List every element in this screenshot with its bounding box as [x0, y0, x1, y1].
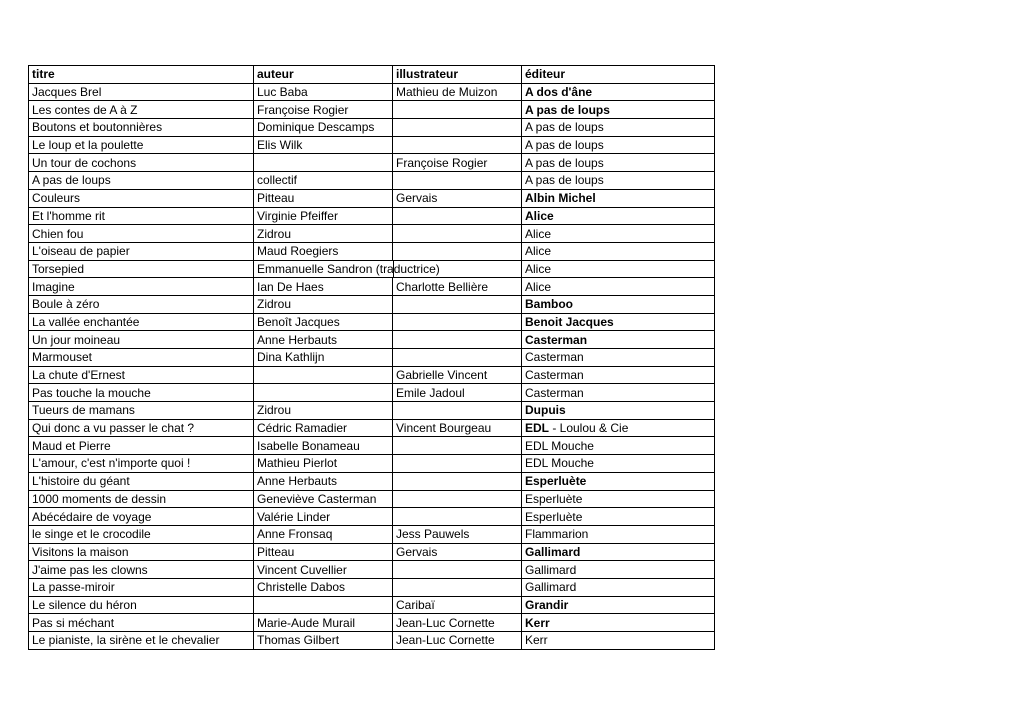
cell-auteur[interactable]: Dominique Descamps [254, 119, 393, 137]
table-row [29, 525, 715, 543]
cell-illustrateur[interactable]: Jess Pauwels [393, 525, 522, 543]
cell-editeur[interactable] [522, 189, 715, 207]
cell-titre[interactable]: J'aime pas les clowns [29, 561, 254, 579]
cell-titre[interactable]: Tueurs de mamans [29, 402, 254, 420]
cell-illustrateur[interactable] [393, 136, 522, 154]
cell-editeur-name: Flammarion [525, 527, 589, 542]
cell-editeur-name: Esperluète [525, 509, 583, 524]
cell-titre[interactable]: Chien fou [29, 225, 254, 243]
table-row [29, 508, 715, 526]
cell-editeur[interactable] [522, 242, 715, 260]
cell-auteur[interactable]: Elis Wilk [254, 136, 393, 154]
cell-editeur[interactable] [522, 349, 715, 367]
cell-auteur[interactable]: Luc Baba [254, 83, 393, 101]
cell-titre[interactable]: L'histoire du géant [29, 472, 254, 490]
cell-illustrateur[interactable]: Vincent Bourgeau [393, 419, 522, 437]
cell-editeur-name: A pas de loups [525, 138, 604, 153]
cell-auteur[interactable]: Thomas Gilbert [254, 632, 393, 650]
cell-editeur-name: Gallimard [525, 544, 581, 559]
cell-illustrateur[interactable] [393, 508, 522, 526]
cell-illustrateur[interactable] [393, 331, 522, 349]
cell-editeur-name: Alice [525, 261, 552, 276]
table-row [29, 349, 715, 367]
cell-auteur[interactable]: Anne Herbauts [254, 472, 393, 490]
books-table [28, 65, 715, 650]
cell-editeur-name: Alice [525, 279, 552, 294]
cell-editeur[interactable] [522, 83, 715, 101]
cell-auteur[interactable] [254, 366, 393, 384]
cell-titre[interactable]: Visitons la maison [29, 543, 254, 561]
table-row [29, 278, 715, 296]
cell-auteur[interactable]: Zidrou [254, 225, 393, 243]
table-row [29, 154, 715, 172]
cell-titre[interactable]: Les contes de A à Z [29, 101, 254, 119]
cell-illustrateur[interactable]: Gabrielle Vincent [393, 366, 522, 384]
cell-editeur-name: Bamboo [525, 297, 573, 312]
cell-editeur-name: Albin Michel [525, 191, 596, 206]
cell-titre[interactable]: Couleurs [29, 189, 254, 207]
cell-editeur[interactable] [522, 331, 715, 349]
cell-auteur[interactable] [254, 260, 522, 278]
cell-titre[interactable]: Jacques Brel [29, 83, 254, 101]
table-row [29, 543, 715, 561]
cell-auteur[interactable]: Ian De Haes [254, 278, 393, 296]
cell-editeur[interactable] [522, 437, 715, 455]
cell-titre[interactable]: Un tour de cochons [29, 154, 254, 172]
cell-editeur[interactable] [522, 313, 715, 331]
cell-editeur-name: Casterman [525, 350, 584, 365]
cell-titre[interactable]: Imagine [29, 278, 254, 296]
cell-auteur[interactable]: Mathieu Pierlot [254, 455, 393, 473]
cell-illustrateur[interactable] [393, 490, 522, 508]
table-row [29, 402, 715, 420]
cell-illustrateur[interactable] [393, 242, 522, 260]
cell-editeur[interactable] [522, 561, 715, 579]
cell-editeur[interactable] [522, 136, 715, 154]
cell-editeur-name: Alice [525, 208, 554, 223]
cell-editeur[interactable] [522, 225, 715, 243]
table-row [29, 189, 715, 207]
cell-editeur[interactable] [522, 490, 715, 508]
cell-illustrateur[interactable]: Gervais [393, 543, 522, 561]
cell-auteur[interactable]: Benoît Jacques [254, 313, 393, 331]
cell-editeur[interactable] [522, 472, 715, 490]
cell-illustrateur[interactable] [393, 349, 522, 367]
cell-titre[interactable]: Abécédaire de voyage [29, 508, 254, 526]
cell-editeur-name: Benoit Jacques [525, 314, 614, 329]
cell-titre[interactable]: Un jour moineau [29, 331, 254, 349]
table-header-row [29, 66, 715, 84]
cell-illustrateur[interactable] [393, 225, 522, 243]
table-row [29, 455, 715, 473]
cell-illustrateur[interactable] [393, 561, 522, 579]
cell-editeur[interactable] [522, 596, 715, 614]
cell-auteur[interactable]: Maud Roegiers [254, 242, 393, 260]
cell-titre[interactable]: Le pianiste, la sirène et le chevalier [29, 632, 254, 650]
cell-auteur[interactable]: Pitteau [254, 189, 393, 207]
table-row [29, 472, 715, 490]
cell-editeur-name: Casterman [525, 368, 584, 383]
cell-illustrateur[interactable] [393, 472, 522, 490]
cell-editeur[interactable] [522, 384, 715, 402]
table-row [29, 419, 715, 437]
cell-auteur[interactable]: Pitteau [254, 543, 393, 561]
table-row [29, 101, 715, 119]
cell-editeur-name: A pas de loups [525, 120, 604, 135]
table-row [29, 614, 715, 632]
cell-editeur[interactable] [522, 101, 715, 119]
cell-auteur[interactable]: Marie-Aude Murail [254, 614, 393, 632]
cell-illustrateur[interactable] [393, 101, 522, 119]
header-cell-illustrateur[interactable]: illustrateur [393, 66, 522, 84]
cell-editeur[interactable] [522, 154, 715, 172]
cell-editeur-name: Kerr [525, 615, 550, 630]
cell-editeur-name: A dos d'âne [525, 85, 593, 100]
cell-illustrateur[interactable] [393, 455, 522, 473]
cell-auteur[interactable]: Geneviève Casterman [254, 490, 393, 508]
cell-titre[interactable]: La passe-miroir [29, 578, 254, 596]
cell-editeur[interactable] [522, 119, 715, 137]
table-row [29, 136, 715, 154]
cell-titre[interactable]: 1000 moments de dessin [29, 490, 254, 508]
cell-titre[interactable]: Qui donc a vu passer le chat ? [29, 419, 254, 437]
cell-titre[interactable]: Marmouset [29, 349, 254, 367]
cell-editeur[interactable] [522, 525, 715, 543]
table-row [29, 119, 715, 137]
cell-editeur[interactable] [522, 172, 715, 190]
cell-illustrateur[interactable]: Jean-Luc Cornette [393, 632, 522, 650]
cell-auteur[interactable]: Zidrou [254, 402, 393, 420]
cell-auteur[interactable]: Isabelle Bonameau [254, 437, 393, 455]
cell-editeur[interactable] [522, 455, 715, 473]
cell-auteur[interactable]: Anne Herbauts [254, 331, 393, 349]
cell-editeur-name: Casterman [525, 332, 588, 347]
cell-editeur[interactable] [522, 614, 715, 632]
cell-editeur-name: A pas de loups [525, 102, 610, 117]
cell-illustrateur[interactable] [393, 172, 522, 190]
cell-editeur[interactable] [522, 207, 715, 225]
cell-illustrateur[interactable]: Françoise Rogier [393, 154, 522, 172]
cell-titre[interactable]: A pas de loups [29, 172, 254, 190]
table-row [29, 172, 715, 190]
cell-auteur[interactable]: Virginie Pfeiffer [254, 207, 393, 225]
cell-illustrateur[interactable]: Mathieu de Muizon [393, 83, 522, 101]
table-row [29, 242, 715, 260]
cell-editeur[interactable] [522, 278, 715, 296]
table-row [29, 366, 715, 384]
table-row [29, 225, 715, 243]
cell-editeur-name: EDL [525, 421, 549, 436]
cell-illustrateur[interactable]: Jean-Luc Cornette [393, 614, 522, 632]
cell-titre[interactable]: le singe et le crocodile [29, 525, 254, 543]
cell-editeur[interactable] [522, 366, 715, 384]
cell-titre[interactable]: Le loup et la poulette [29, 136, 254, 154]
cell-editeur-name: Alice [525, 226, 552, 241]
cell-illustrateur[interactable] [393, 402, 522, 420]
cell-illustrateur[interactable] [393, 578, 522, 596]
cell-illustrateur[interactable]: Gervais [393, 189, 522, 207]
table-row [29, 295, 715, 313]
cell-auteur[interactable] [254, 596, 393, 614]
cell-illustrateur[interactable]: Caribaï [393, 596, 522, 614]
cell-editeur-name: A pas de loups [525, 155, 604, 170]
cell-editeur-name: Grandir [525, 597, 569, 612]
table-row [29, 561, 715, 579]
cell-editeur-name: Gallimard [525, 562, 577, 577]
cell-editeur-name: Kerr [525, 633, 548, 648]
table-row [29, 596, 715, 614]
cell-editeur[interactable] [522, 543, 715, 561]
table-row [29, 207, 715, 225]
cell-editeur-name: EDL Mouche [525, 456, 594, 471]
cell-auteur[interactable] [254, 384, 393, 402]
cell-auteur-text: Emmanuelle Sandron (traductrice) [257, 261, 440, 276]
cell-illustrateur[interactable] [393, 207, 522, 225]
header-cell-auteur[interactable]: auteur [254, 66, 393, 84]
header-cell-editeur[interactable]: éditeur [522, 66, 715, 84]
cell-illustrateur[interactable] [393, 313, 522, 331]
cell-illustrateur[interactable] [393, 119, 522, 137]
cell-editeur[interactable] [522, 402, 715, 420]
cell-editeur-name: A pas de loups [525, 173, 604, 188]
cell-editeur[interactable] [522, 419, 715, 437]
cell-titre[interactable]: Boutons et boutonnières [29, 119, 254, 137]
cell-titre[interactable]: Le silence du héron [29, 596, 254, 614]
table-row [29, 260, 715, 278]
cell-titre[interactable]: Pas si méchant [29, 614, 254, 632]
cell-editeur-name: Gallimard [525, 580, 577, 595]
cell-auteur[interactable] [254, 154, 393, 172]
cell-titre[interactable]: Boule à zéro [29, 295, 254, 313]
cell-editeur[interactable] [522, 260, 715, 278]
cell-illustrateur[interactable] [393, 437, 522, 455]
cell-titre[interactable]: L'amour, c'est n'importe quoi ! [29, 455, 254, 473]
cell-auteur[interactable]: collectif [254, 172, 393, 190]
cell-editeur-name: Casterman [525, 385, 584, 400]
cell-editeur-name: EDL Mouche [525, 438, 594, 453]
cell-titre[interactable]: La chute d'Ernest [29, 366, 254, 384]
cell-auteur[interactable]: Anne Fronsaq [254, 525, 393, 543]
cell-titre[interactable]: Maud et Pierre [29, 437, 254, 455]
cell-editeur-name: Esperluète [525, 491, 583, 506]
cell-editeur[interactable] [522, 632, 715, 650]
table-row [29, 384, 715, 402]
cell-editeur[interactable] [522, 578, 715, 596]
cell-illustrateur[interactable]: Charlotte Bellière [393, 278, 522, 296]
table-row [29, 632, 715, 650]
header-cell-titre[interactable]: titre [29, 66, 254, 84]
table-row [29, 437, 715, 455]
cell-titre[interactable]: Pas touche la mouche [29, 384, 254, 402]
cell-auteur[interactable]: Cédric Ramadier [254, 419, 393, 437]
cell-editeur-name: Alice [525, 244, 552, 259]
table-row [29, 578, 715, 596]
cell-titre[interactable]: L'oiseau de papier [29, 242, 254, 260]
cell-auteur[interactable]: Valérie Linder [254, 508, 393, 526]
cell-editeur-name: Esperluète [525, 474, 587, 489]
cell-auteur[interactable]: Françoise Rogier [254, 101, 393, 119]
table-row [29, 490, 715, 508]
cell-editeur-suffix: - Loulou & Cie [549, 421, 629, 436]
table-row [29, 313, 715, 331]
cell-titre[interactable]: La vallée enchantée [29, 313, 254, 331]
cell-illustrateur[interactable] [393, 295, 522, 313]
cell-auteur[interactable]: Christelle Dabos [254, 578, 393, 596]
cell-titre[interactable]: Torsepied [29, 260, 254, 278]
cell-titre[interactable]: Et l'homme rit [29, 207, 254, 225]
cell-auteur[interactable]: Dina Kathlijn [254, 349, 393, 367]
cell-editeur[interactable] [522, 295, 715, 313]
table-row [29, 83, 715, 101]
table-body [29, 66, 715, 650]
spreadsheet-sheet [28, 65, 715, 650]
cell-editeur-name: Dupuis [525, 403, 566, 418]
cell-editeur[interactable] [522, 508, 715, 526]
cell-auteur[interactable]: Zidrou [254, 295, 393, 313]
cell-auteur[interactable]: Vincent Cuvellier [254, 561, 393, 579]
cell-illustrateur[interactable]: Emile Jadoul [393, 384, 522, 402]
table-row [29, 331, 715, 349]
